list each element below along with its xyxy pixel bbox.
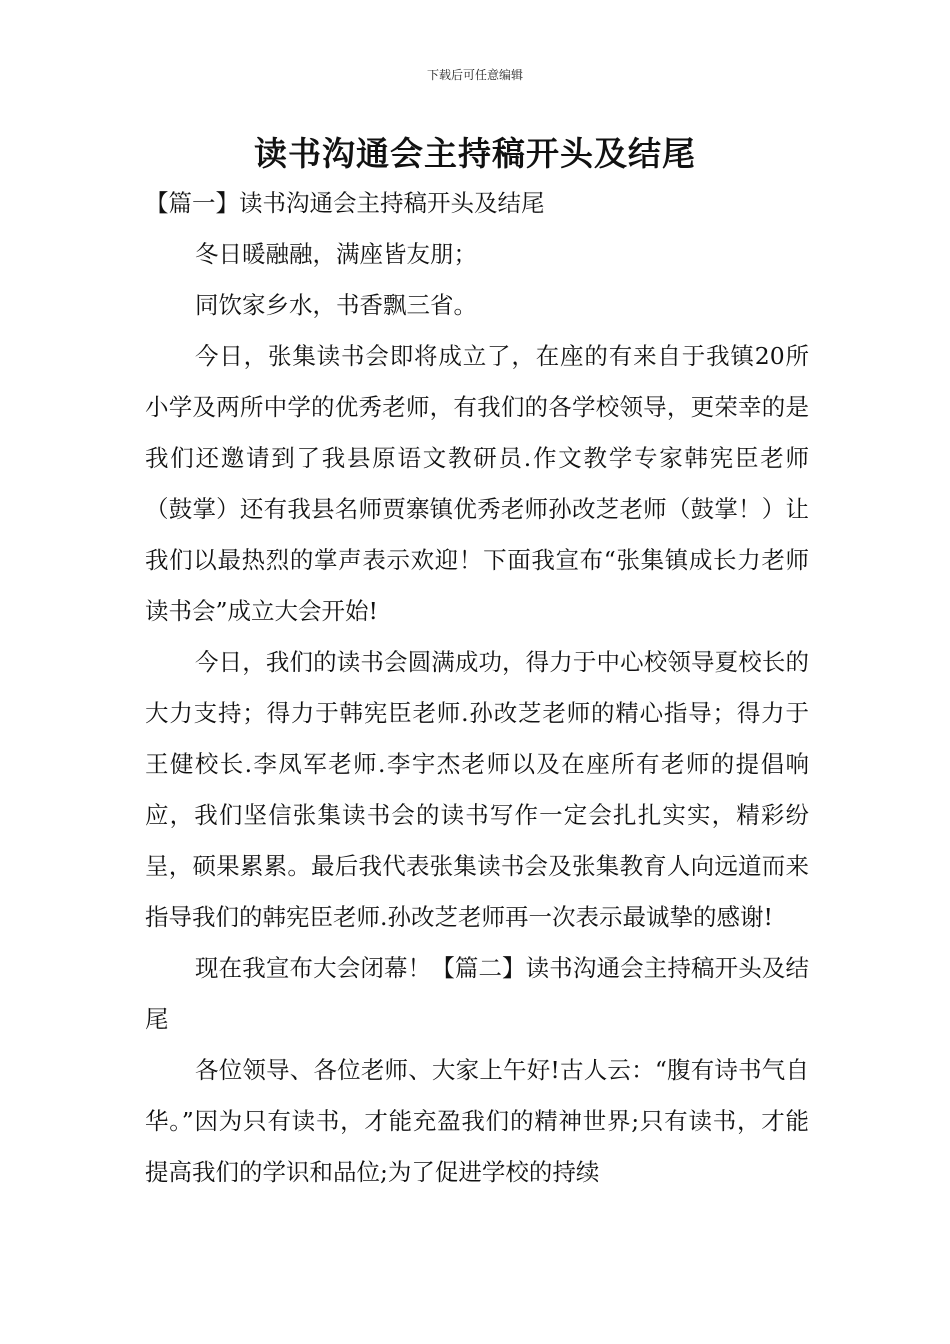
paragraph: 今日，张集读书会即将成立了，在座的有来自于我镇20所小学及两所中学的优秀老师，有我们的各学校领导，更荣幸的是我们还邀请到了我县原语文教研员.作文教学专家韩宪臣老师（鼓掌）还有我县名师贾寨镇优秀老师孙改芝老师（鼓掌！）让我们以最热烈的掌声表示欢迎！下面我宣布“张集镇成长力老师读书会”成立大会开始!: [145, 342, 809, 625]
paragraph: 各位领导、各位老师、大家上午好!古人云：“腹有诗书气自华。”因为只有读书，才能充盈我们的精神世界;只有读书，才能提高我们的学识和品位;为了促进学校的持续: [145, 1056, 809, 1186]
document-body: [145, 178, 809, 1198]
document-title: 读书沟通会主持稿开头及结尾: [254, 134, 696, 173]
paragraph: 今日，我们的读书会圆满成功，得力于中心校领导夏校长的大力支持；得力于韩宪臣老师.孙改芝老师的精心指导；得力于王健校长.李凤军老师.李宇杰老师以及在座所有老师的提倡响应，我们坚信张集读书会的读书写作一定会扎扎实实，精彩纷呈，硕果累累。最后我代表张集读书会及张集教育人向远道而来指导我们的韩宪臣老师.孙改芝老师再一次表示最诚挚的感谢!: [145, 648, 809, 931]
paragraph: 冬日暖融融，满座皆友朋；: [195, 240, 477, 268]
paragraph: 现在我宣布大会闭幕！【篇二】读书沟通会主持稿开头及结尾: [145, 954, 809, 1033]
paragraph: 同饮家乡水，书香飘三省。: [195, 291, 477, 319]
header-note: 下载后可任意编辑: [426, 68, 523, 82]
section-heading: 【篇一】读书沟通会主持稿开头及结尾: [145, 189, 545, 217]
